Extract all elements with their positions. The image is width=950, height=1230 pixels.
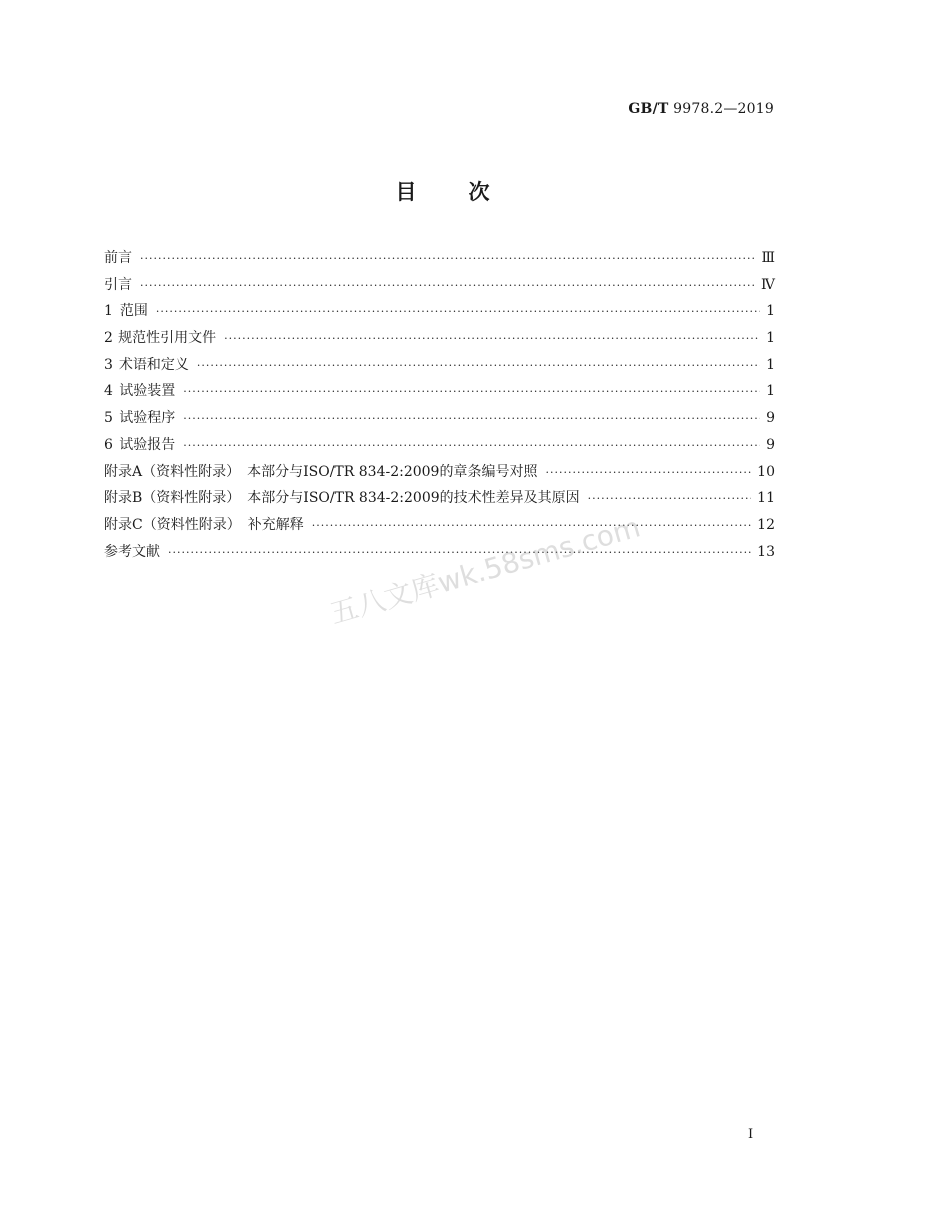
toc-entry-label: 试验报告 <box>119 436 176 453</box>
dot-leader <box>224 332 760 345</box>
toc-entry-number: 4 <box>104 383 113 400</box>
standard-prefix: GB/T <box>628 101 669 117</box>
title-char-1: 目 <box>395 180 417 204</box>
toc-entry-terms[interactable] <box>104 354 775 381</box>
dot-leader <box>183 439 760 452</box>
dot-leader <box>545 466 751 479</box>
dot-leader <box>197 359 760 372</box>
dot-leader <box>183 412 760 425</box>
dot-leader <box>183 385 760 398</box>
toc-entry-page: Ⅲ <box>761 250 775 266</box>
standard-number: 9978.2—2019 <box>673 101 774 117</box>
toc-entry-page: 1 <box>766 330 775 347</box>
toc-entry-number: 6 <box>104 436 113 453</box>
watermark: 五八文库wk.58sms.com <box>326 510 644 631</box>
dot-leader <box>312 519 751 532</box>
toc-entry-label: 试验程序 <box>119 410 176 427</box>
toc-entry-label: 参考文献 <box>104 543 160 560</box>
toc-entry-number: 3 <box>104 356 113 373</box>
dot-leader <box>140 279 755 292</box>
toc-entry-page: 1 <box>766 356 775 373</box>
toc-entry-label: 术语和定义 <box>118 356 189 373</box>
toc-entry-number: 5 <box>104 410 113 427</box>
toc-entry-label: 范围 <box>119 303 148 320</box>
toc-entry-introduction[interactable] <box>104 274 775 301</box>
toc-entry-annex-c[interactable] <box>104 514 775 541</box>
toc-entry-label: 前言 <box>104 250 132 266</box>
toc-entry-label: 试验装置 <box>119 383 176 400</box>
toc-entry-foreword[interactable] <box>104 247 775 274</box>
dot-leader <box>156 305 760 318</box>
toc-entry-apparatus[interactable] <box>104 380 775 407</box>
toc-entry-procedure[interactable] <box>104 407 775 434</box>
toc-entry-page: 10 <box>757 463 775 480</box>
toc-entry-page: 13 <box>757 543 775 560</box>
toc-entry-label: 附录C（资料性附录） 补充解释 <box>104 516 304 533</box>
table-of-contents <box>104 247 775 567</box>
page-title <box>0 176 885 206</box>
toc-entry-label: 附录B（资料性附录） 本部分与ISO/TR 834-2:2009的技术性差异及其原因 <box>104 490 580 507</box>
toc-entry-report[interactable] <box>104 434 775 461</box>
standard-code <box>628 101 774 117</box>
dot-leader <box>588 492 752 505</box>
toc-entry-label: 规范性引用文件 <box>118 330 217 347</box>
dot-leader <box>140 252 755 265</box>
toc-entry-label: 引言 <box>104 276 132 293</box>
toc-entry-annex-a[interactable] <box>104 461 775 488</box>
toc-entry-normative-references[interactable] <box>104 327 775 354</box>
toc-entry-page: 9 <box>766 436 775 453</box>
toc-entry-page: 9 <box>766 410 775 427</box>
toc-entry-page: 1 <box>766 303 775 320</box>
toc-entry-annex-b[interactable] <box>104 487 775 514</box>
title-char-2: 次 <box>468 180 490 204</box>
toc-entry-page: Ⅳ <box>761 276 775 293</box>
toc-entry-page: 1 <box>766 383 775 400</box>
toc-entry-page: 11 <box>757 490 775 507</box>
toc-entry-number: 2 <box>104 330 113 347</box>
toc-entry-page: 12 <box>757 516 775 533</box>
toc-entry-scope[interactable] <box>104 300 775 327</box>
page-number: Ⅰ <box>748 1127 754 1142</box>
toc-entry-number: 1 <box>104 303 113 320</box>
toc-entry-label: 附录A（资料性附录） 本部分与ISO/TR 834-2:2009的章条编号对照 <box>104 463 538 480</box>
